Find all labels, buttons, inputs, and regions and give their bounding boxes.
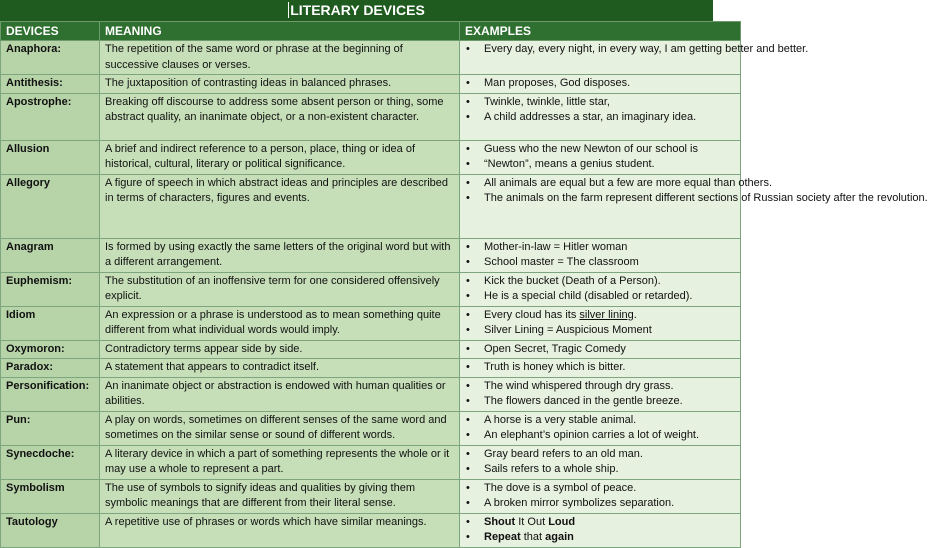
example-item: • The animals on the farm represent different sections of Russian society after the revolution. — [466, 191, 735, 207]
example-list — [466, 176, 928, 207]
example-item: • The flowers danced in the gentle breeze. — [466, 394, 735, 410]
example-list — [466, 240, 735, 271]
table-row — [1, 340, 741, 359]
meaning-cell: The juxtaposition of contrasting ideas in balanced phrases. — [100, 75, 460, 94]
example-item: • Every day, every night, in every way, I am getting better and better. — [466, 42, 735, 58]
device-cell: Paradox: — [1, 359, 100, 378]
example-fragment: again — [545, 531, 574, 543]
example-list — [466, 76, 735, 92]
example-item: • Silver Lining = Auspicious Moment — [466, 323, 735, 339]
example-list — [466, 95, 735, 126]
examples-cell — [460, 513, 741, 547]
page-title: LITERARY DEVICES — [0, 0, 713, 21]
table-row — [1, 377, 741, 411]
example-fragment: It Out — [515, 515, 549, 528]
device-cell: Idiom — [1, 306, 100, 340]
example-list — [466, 515, 735, 546]
meaning-cell: A statement that appears to contradict itself. — [100, 359, 460, 378]
examples-cell — [460, 445, 741, 479]
example-item: • A broken mirror symbolizes separation. — [466, 496, 735, 512]
devices-table — [0, 21, 928, 548]
meaning-cell: Is formed by using exactly the same letters of the original word but with a different arrangement. — [100, 238, 460, 272]
example-item: • Mother-in-law = Hitler woman — [466, 240, 735, 256]
examples-cell — [460, 140, 741, 174]
header-examples: EXAMPLES — [460, 22, 741, 41]
example-list — [466, 379, 735, 410]
example-item: • Kick the bucket (Death of a Person). — [466, 274, 735, 290]
device-cell: Allegory — [1, 174, 100, 238]
example-item: • Gray beard refers to an old man. — [466, 447, 735, 463]
example-fragment: . — [633, 308, 637, 321]
examples-cell — [460, 75, 741, 94]
examples-cell — [460, 479, 741, 513]
meaning-cell: Breaking off discourse to address some absent person or thing, some abstract quality, an inanimate object, or a non-existent character. — [100, 93, 460, 140]
example-list — [466, 342, 735, 358]
example-list — [466, 308, 735, 339]
example-item: • School master = The classroom — [466, 255, 735, 271]
example-fragment: Repeat — [484, 531, 521, 543]
meaning-cell: A figure of speech in which abstract ideas and principles are described in terms of characters, figures and events. — [100, 174, 460, 238]
device-cell: Synecdoche: — [1, 445, 100, 479]
meaning-cell: Contradictory terms appear side by side. — [100, 340, 460, 359]
examples-cell — [460, 238, 741, 272]
device-cell: Apostrophe: — [1, 93, 100, 140]
example-item: • “Newton”, means a genius student. — [466, 157, 735, 173]
table-row — [1, 359, 741, 378]
example-item — [466, 308, 735, 324]
example-list — [466, 481, 735, 512]
meaning-cell: A literary device in which a part of something represents the whole or it may use a whole to represent a part. — [100, 445, 460, 479]
example-fragment: that — [520, 531, 546, 543]
example-list — [466, 142, 735, 173]
meaning-cell: An inanimate object or abstraction is endowed with human qualities or abilities. — [100, 377, 460, 411]
header-row — [1, 22, 741, 41]
examples-cell — [460, 174, 928, 238]
example-list — [466, 413, 735, 444]
table-row — [1, 41, 741, 75]
device-cell: Allusion — [1, 140, 100, 174]
table-row — [1, 272, 741, 306]
table-row — [1, 411, 741, 445]
example-item: • Truth is honey which is bitter. — [466, 360, 735, 376]
example-item: • An elephant’s opinion carries a lot of weight. — [466, 428, 735, 444]
example-item — [466, 530, 735, 546]
examples-cell — [460, 340, 741, 359]
meaning-cell: A repetitive use of phrases or words which have similar meanings. — [100, 513, 460, 547]
examples-cell — [460, 306, 741, 340]
table-row — [1, 513, 741, 547]
example-item: • All animals are equal but a few are more equal than others. — [466, 176, 735, 192]
example-item: • A child addresses a star, an imaginary idea. — [466, 110, 735, 126]
device-cell: Euphemism: — [1, 272, 100, 306]
example-list — [466, 274, 735, 305]
example-fragment: Loud — [548, 515, 576, 528]
example-list — [466, 42, 809, 58]
table-row — [1, 75, 741, 94]
device-cell: Pun: — [1, 411, 100, 445]
device-cell: Symbolism — [1, 479, 100, 513]
meaning-cell: The repetition of the same word or phrase at the beginning of successive clauses or verses. — [100, 41, 460, 75]
meaning-cell: The use of symbols to signify ideas and qualities by giving them symbolic meanings that are different from their literal sense. — [100, 479, 460, 513]
example-item: • He is a special child (disabled or retarded). — [466, 289, 735, 305]
example-item: • Man proposes, God disposes. — [466, 76, 735, 92]
table-row — [1, 238, 741, 272]
example-item: • Twinkle, twinkle, little star, — [466, 95, 735, 111]
header-meaning: MEANING — [100, 22, 460, 41]
example-list — [466, 447, 735, 478]
example-fragment: Shout — [484, 515, 516, 528]
table-row — [1, 140, 741, 174]
example-item — [466, 515, 735, 531]
example-list — [466, 360, 735, 376]
device-cell: Personification: — [1, 377, 100, 411]
header-devices: DEVICES — [1, 22, 100, 41]
examples-cell — [460, 272, 741, 306]
example-item: • The wind whispered through dry grass. — [466, 379, 735, 395]
table-row — [1, 93, 741, 140]
meaning-cell: The substitution of an inoffensive term for one considered offensively explicit. — [100, 272, 460, 306]
meaning-cell: A play on words, sometimes on different senses of the same word and sometimes on the similar sense or sound of different words. — [100, 411, 460, 445]
table-row — [1, 174, 741, 238]
example-fragment: Every cloud has its — [484, 308, 580, 321]
table-row — [1, 479, 741, 513]
examples-cell — [460, 377, 741, 411]
meaning-cell: An expression or a phrase is understood as to mean something quite different from what individual words would imply. — [100, 306, 460, 340]
device-cell: Tautology — [1, 513, 100, 547]
table-row — [1, 306, 741, 340]
device-cell: Oxymoron: — [1, 340, 100, 359]
meaning-cell: A brief and indirect reference to a person, place, thing or idea of historical, cultural, literary or political significance. — [100, 140, 460, 174]
examples-cell — [460, 41, 809, 75]
examples-cell — [460, 93, 741, 140]
example-item: • Sails refers to a whole ship. — [466, 462, 735, 478]
example-item: • The dove is a symbol of peace. — [466, 481, 735, 497]
example-item: • Open Secret, Tragic Comedy — [466, 342, 735, 358]
example-item: • A horse is a very stable animal. — [466, 413, 735, 429]
example-item: • Guess who the new Newton of our school is — [466, 142, 735, 158]
device-cell: Antithesis: — [1, 75, 100, 94]
table-row — [1, 445, 741, 479]
examples-cell — [460, 411, 741, 445]
example-fragment: silver lining — [579, 308, 634, 321]
device-cell: Anagram — [1, 238, 100, 272]
device-cell: Anaphora: — [1, 41, 100, 75]
examples-cell — [460, 359, 741, 378]
